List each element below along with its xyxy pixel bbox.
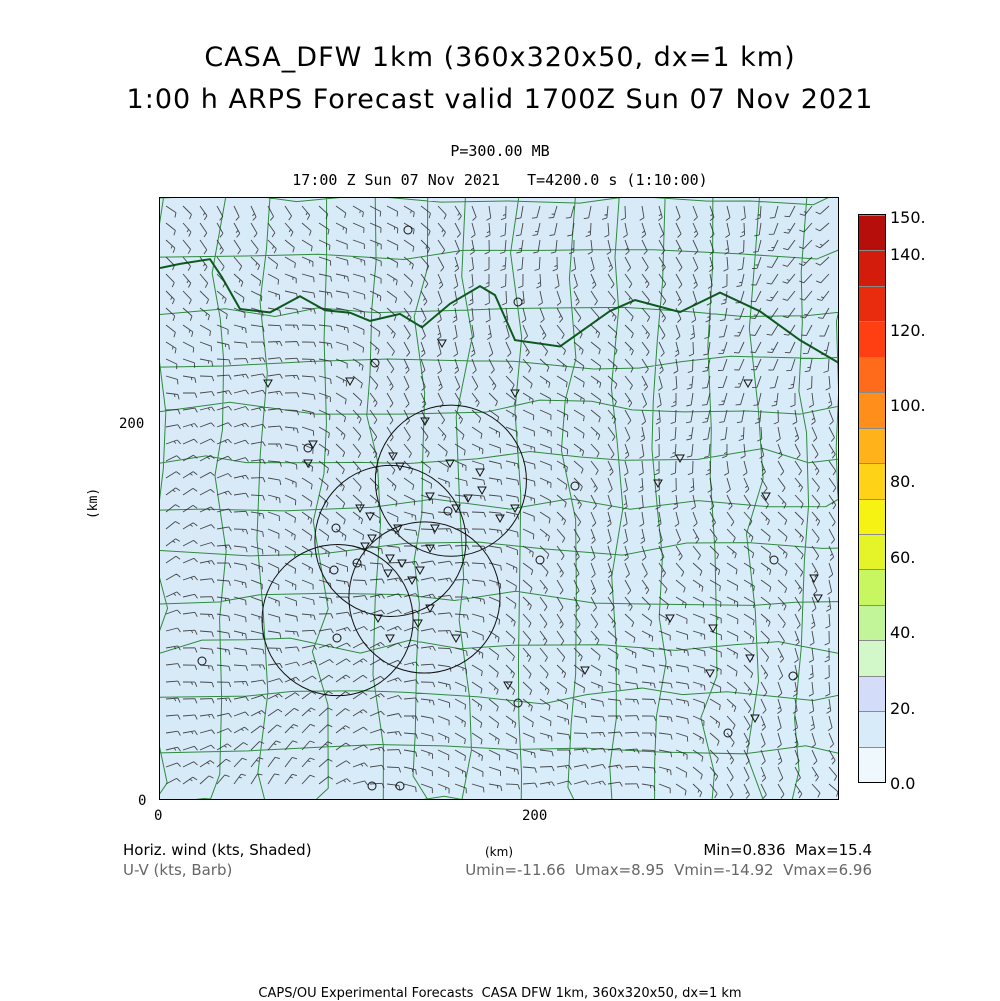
station-circle (371, 359, 379, 367)
colorbar-segment (859, 747, 885, 782)
footer-barb-label: U-V (kts, Barb) (123, 861, 233, 879)
x-tick-0: 0 (154, 808, 163, 824)
colorbar-segment (859, 605, 885, 640)
station-circle (724, 729, 732, 737)
y-tick-200: 200 (119, 416, 145, 432)
station-circle (514, 699, 522, 707)
colorbar-segment (859, 676, 885, 711)
colorbar-segment (859, 250, 885, 285)
colorbar-segment (859, 286, 885, 321)
station-triangle (476, 469, 484, 476)
radar-range-circle (262, 545, 413, 696)
station-circle (789, 672, 797, 680)
station-triangle (810, 575, 818, 582)
colorbar-segment (859, 428, 885, 463)
colorbar-label-100: 100. (890, 396, 926, 415)
station-circle (444, 507, 452, 515)
title-line1: CASA_DFW 1km (360x320x50, dx=1 km) (204, 42, 796, 73)
colorbar-label-120: 120. (890, 321, 926, 340)
station-circle (404, 226, 412, 234)
station-circle (333, 634, 341, 642)
colorbar-label-60: 60. (890, 548, 916, 567)
station-triangle (416, 567, 424, 574)
station-triangle (478, 487, 486, 494)
station-circle (770, 556, 778, 564)
station-triangle (421, 418, 429, 425)
colorbar-segment (859, 640, 885, 675)
station-circle (330, 566, 338, 574)
station-circle (514, 298, 522, 306)
y-axis-label: (km) (86, 487, 102, 520)
footer-uv-extremes: Umin=-11.66 Umax=8.95 Vmin=-14.92 Vmax=6.96 (465, 861, 872, 879)
county-boundaries (160, 198, 839, 800)
station-triangle (386, 635, 394, 642)
wind-barbs (166, 206, 838, 798)
station-triangle (676, 455, 684, 462)
footer-km-label: (km) (485, 845, 514, 859)
colorbar (858, 214, 886, 783)
colorbar-label-80: 80. (890, 472, 916, 491)
colorbar-label-0: 0.0 (890, 774, 916, 793)
wind-barb-map (160, 198, 839, 800)
credits: CAPS/OU Experimental Forecasts CASA DFW 1km, 360x320x50, dx=1 km (258, 986, 742, 1001)
footer-shaded-label: Horiz. wind (kts, Shaded) (123, 841, 312, 859)
pressure-level: P=300.00 MB (450, 142, 550, 160)
colorbar-segment (859, 357, 885, 392)
footer-min-max: Min=0.836 Max=15.4 (703, 841, 872, 859)
station-triangle (511, 390, 519, 397)
colorbar-segment (859, 499, 885, 534)
station-triangle (496, 515, 504, 522)
colorbar-segment (859, 463, 885, 498)
station-triangle (356, 505, 364, 512)
station-triangle (264, 380, 272, 387)
station-triangle (431, 525, 439, 532)
station-circle (368, 782, 376, 790)
station-triangle (762, 493, 770, 500)
station-circle (536, 556, 544, 564)
station-triangle (706, 670, 714, 677)
station-triangle (389, 453, 397, 460)
colorbar-segment (859, 534, 885, 569)
station-circle (332, 524, 340, 532)
station-circle (571, 482, 579, 490)
colorbar-label-150: 150. (890, 208, 926, 227)
y-tick-0: 0 (138, 793, 147, 809)
colorbar-segment (859, 321, 885, 356)
wind-map-plot (159, 197, 839, 800)
colorbar-segment (859, 392, 885, 427)
station-triangle (386, 555, 394, 562)
colorbar-label-20: 20. (890, 699, 916, 718)
title-line2: 1:00 h ARPS Forecast valid 1700Z Sun 07 Nov 2021 (126, 84, 874, 115)
x-tick-200: 200 (522, 808, 548, 824)
station-triangle (452, 635, 460, 642)
colorbar-segment (859, 711, 885, 746)
station-triangle (384, 570, 392, 577)
radar-range-circle (375, 405, 526, 556)
station-triangle (504, 682, 512, 689)
colorbar-segment (859, 215, 885, 250)
colorbar-label-140: 140. (890, 245, 926, 264)
station-triangle (744, 380, 752, 387)
station-circle (198, 657, 206, 665)
station-triangle (581, 667, 589, 674)
station-triangle (814, 595, 822, 602)
colorbar-label-40: 40. (890, 623, 916, 642)
colorbar-segment (859, 569, 885, 604)
time-info: 17:00 Z Sun 07 Nov 2021 T=4200.0 s (1:10:00) (292, 171, 708, 189)
station-triangle (426, 605, 434, 612)
